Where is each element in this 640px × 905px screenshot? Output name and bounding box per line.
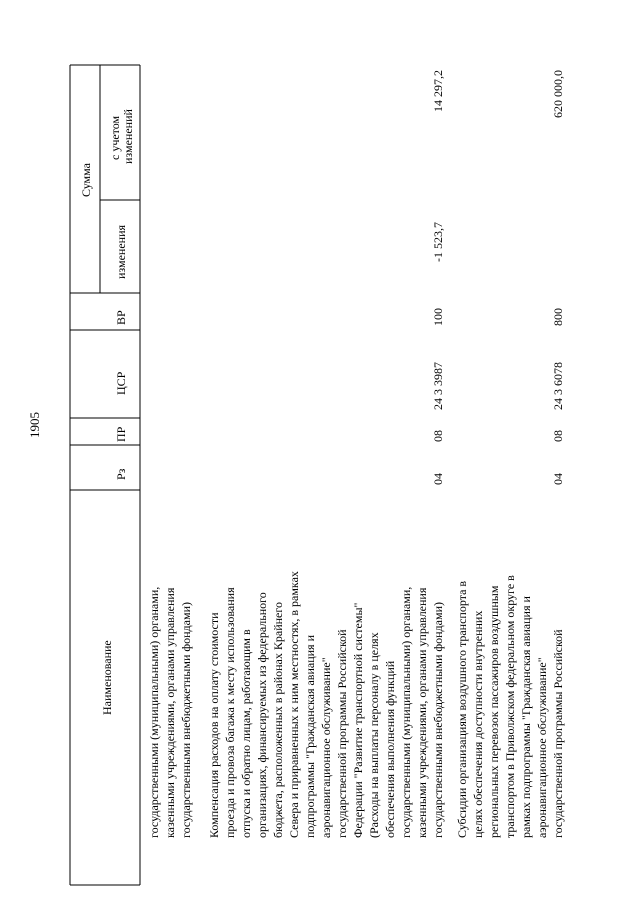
row-text-line: организациях, финансируемых из федерального xyxy=(255,592,269,838)
header-change: изменения xyxy=(114,224,128,279)
row-text-line: Федерации "Развитие транспортной системы" xyxy=(351,602,365,838)
cell-vr: 100 xyxy=(431,308,445,326)
cell-with-changes: 620 000,0 xyxy=(551,70,565,118)
cell-rz: 04 xyxy=(431,473,445,485)
row-text-line: аэронавигационное обслуживание" xyxy=(319,657,333,838)
row-text-line: Компенсация расходов на оплату стоимости xyxy=(207,612,221,838)
row-text-line: казенными учреждениями, органами управления xyxy=(415,587,429,838)
row-text-line: государственной программы Российской xyxy=(335,629,349,838)
row-text-line: рамках подпрограммы "Гражданская авиация и xyxy=(519,596,533,838)
cell-csr: 24 3 3987 xyxy=(431,362,445,410)
row-text-line: бюджета, расположенных в районах Крайнего xyxy=(271,602,285,838)
header-rz: Рз xyxy=(114,468,128,480)
header-sum: Сумма xyxy=(79,163,93,197)
cell-with-changes: 14 297,2 xyxy=(431,70,445,112)
row-text-line: проезда и провоза багажа к месту использования xyxy=(223,587,237,838)
page-number: 1905 xyxy=(27,412,42,438)
row-text-line: транспортом в Приволжском федеральном округе в xyxy=(503,575,517,838)
row-text-line: (Расходы на выплаты персоналу в целях xyxy=(367,632,381,838)
row-text-line: государственными (муниципальными) органами, xyxy=(399,586,413,838)
row-text-line: государственной программы Российской xyxy=(551,629,565,838)
cell-rz: 04 xyxy=(551,473,565,485)
row-text-line: обеспечения выполнения функций xyxy=(383,660,397,838)
row-text-line: отпуска и обратно лицам, работающим в xyxy=(239,629,253,838)
row-text-line: Севера и приравненных к ним местностях, в рамках xyxy=(287,571,301,838)
row-text-line: государственными внебюджетными фондами) xyxy=(431,601,445,838)
row-text-line: целях обеспечения доступности внутренних xyxy=(471,610,485,838)
header-vr: ВР xyxy=(114,310,128,325)
row-text-line: подпрограммы "Гражданская авиация и xyxy=(303,635,317,838)
row-text-line: Субсидии организациям воздушного транспорта в xyxy=(455,580,469,838)
row-text-line: региональных перевозок пассажиров воздушным xyxy=(487,585,501,838)
header-with-changes-1: с учетом xyxy=(108,115,122,160)
header-pr: ПР xyxy=(114,426,128,442)
cell-pr: 08 xyxy=(431,430,445,442)
cell-pr: 08 xyxy=(551,430,565,442)
cell-vr: 800 xyxy=(551,308,565,326)
cell-change: -1 523,7 xyxy=(431,222,445,262)
header-csr: ЦСР xyxy=(114,371,128,395)
cell-csr: 24 3 6078 xyxy=(551,362,565,410)
row-text-line: аэронавигационное обслуживание" xyxy=(535,657,549,838)
header-name: Наименование xyxy=(100,640,114,715)
header-with-changes-2: изменений xyxy=(121,109,135,164)
